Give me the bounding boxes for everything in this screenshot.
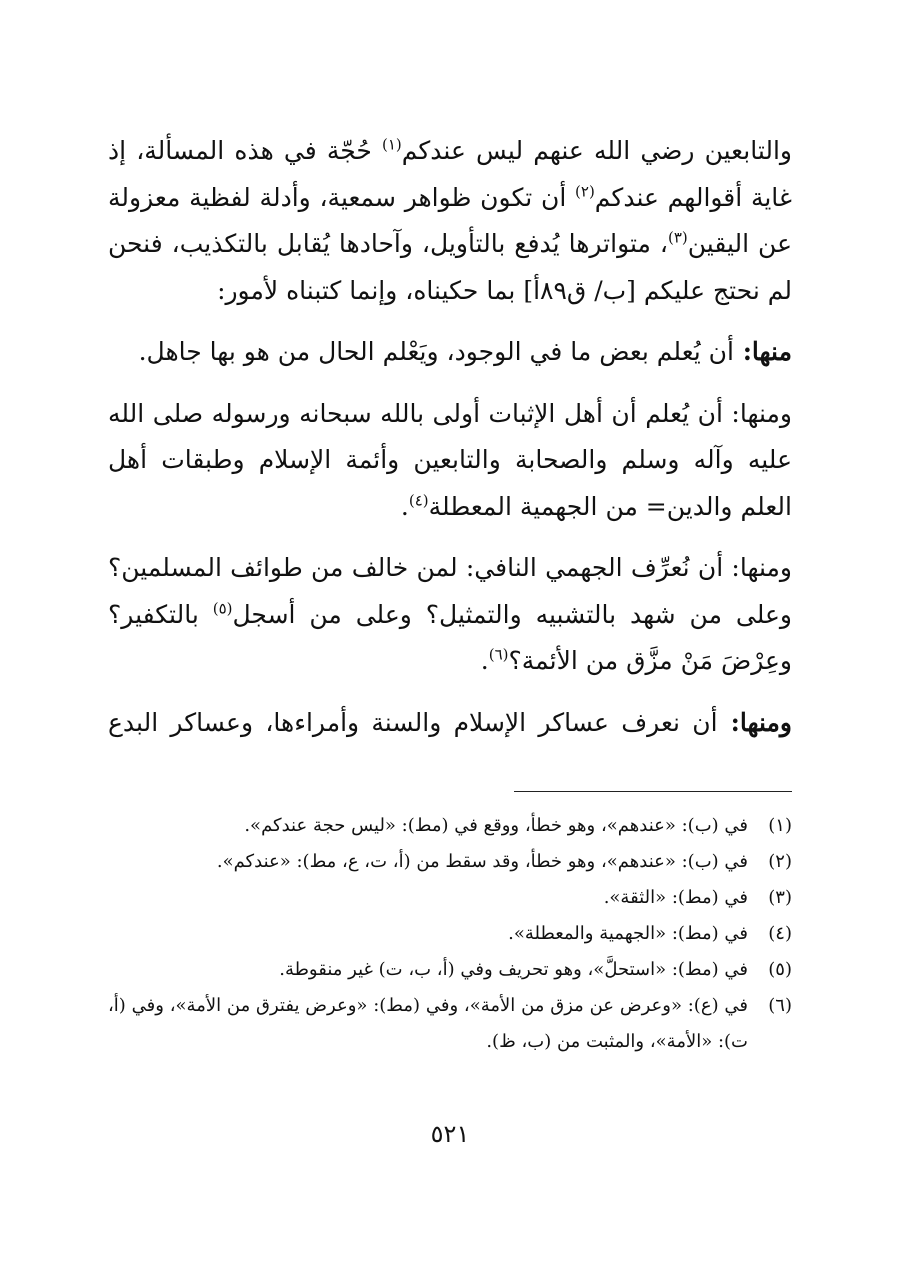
footnote-ref-1: (١) [381,135,402,154]
text-run: حُجّة في هذه المسألة، إذ غاية أقوالهم عندكم [108,136,792,212]
text-run: أن نعرف عساكر الإسلام والسنة وأمراءها، وعساكر البدع [108,707,718,737]
paragraph-lead: ومنها: [717,707,792,737]
footnote-text: في (ب): «عندهم»، وهو خطأ، وقد سقط من (أ، ت، ع، مط): «عندكم». [216,851,748,872]
footnote-number: (٥) [768,959,792,980]
footnote-text: في (ب): «عندهم»، وهو خطأ، ووقع في (مط): «ليس حجة عندكم». [244,815,748,836]
main-text [108,128,792,746]
footnote-number: (٣) [768,887,792,908]
footnote-1 [108,808,792,844]
footnote-ref-3: (٣) [667,228,688,247]
text-run: . [400,491,409,521]
paragraph-point-2 [108,391,792,531]
text-run: بالتكفير؟ وعِرْضَ مَنْ مزَّق من الأئمة؟ [108,599,792,675]
footnote-text: في (مط): «الجهمية والمعطلة». [508,923,748,944]
footnote-ref-6: (٦) [488,645,509,664]
text-run: أن نُعرِّف الجهمي النافي: لمن خالف من طوائف المسلمين؟ وعلى من شهد بالتشبيه والتمثيل؟ وعلى من أسجل [108,553,792,629]
footnote-separator [514,791,792,792]
text-run: . [480,646,489,675]
footnote-ref-4: (٤) [408,491,429,510]
footnote-ref-5: (٥) [212,599,233,618]
footnote-number: (١) [768,815,792,836]
text-run: ، متواترها يُدفع بالتأويل، وآحادها يُقابل بالتكذيب، فنحن لم نحتج عليكم [ب/ ق٨٩أ] بما حكيناه، وإنما كتبناه لأمور: [108,229,792,305]
text-run: والتابعين رضي الله عنهم ليس عندكم [401,136,792,165]
footnote-text: في (مط): «استحلَّ»، وهو تحريف وفي (أ، ب، ت) غير منقوطة. [279,959,748,980]
paragraph-point-3 [108,545,792,685]
text-run: أن يُعلم أن أهل الإثبات أولى بالله سبحانه ورسوله صلى الله عليه وآله وسلم والصحابة والتابعين وأئمة الإسلام وطبقات أهل العلم والدين= من الجهمية المعطلة [108,398,792,521]
page-number: ٥٢١ [430,1120,470,1148]
footnotes [108,808,792,1060]
footnote-3 [108,880,792,916]
paragraph-lead: منها: [733,337,792,366]
text-run: أن تكون ظواهر سمعية، وأدلة لفظية معزولة عن اليقين [108,182,792,258]
footnote-text: في (مط): «الثقة». [603,887,748,908]
paragraph-lead: ومنها: [723,553,792,582]
footnote-2 [108,844,792,880]
paragraph-lead: ومنها: [722,398,792,428]
footnote-number: (٢) [768,851,792,872]
paragraph-intro [108,128,792,314]
footnote-number: (٦) [768,995,792,1016]
text-run: أن يُعلم بعض ما في الوجود، ويَعْلم الحال من هو بها جاهل. [138,337,734,366]
paragraph-point-1 [108,329,792,376]
footnote-6 [108,988,792,1060]
footnote-5 [108,952,792,988]
paragraph-point-4 [108,700,792,747]
footnote-number: (٤) [768,923,792,944]
footnote-text: في (ع): «وعرض عن مزق من الأمة»، وفي (مط): «وعرض يفترق من الأمة»، وفي (أ، ت): «الأمة»، والمثبت من (ب، ظ). [108,995,748,1052]
footnote-ref-2: (٢) [575,182,595,201]
footnote-4 [108,916,792,952]
